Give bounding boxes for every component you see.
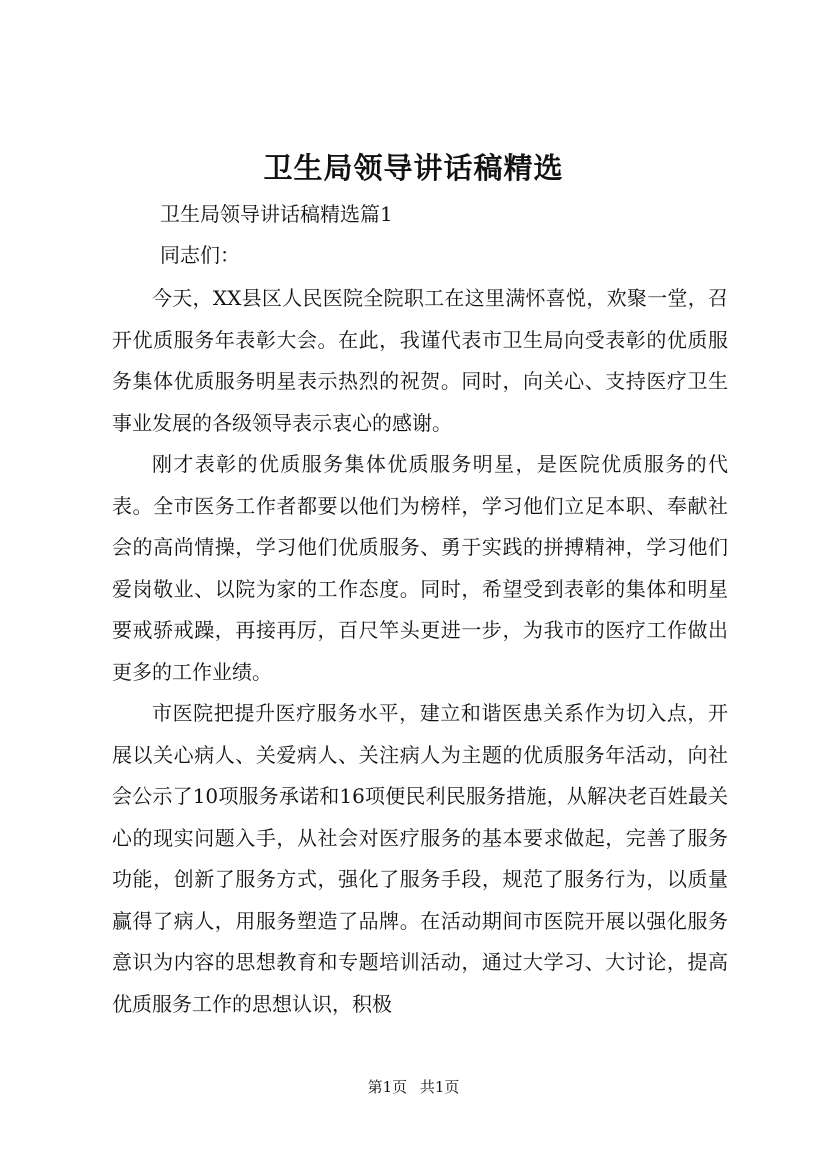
paragraph-1: 今天，XX县区人民医院全院职工在这里满怀喜悦，欢聚一堂，召开优质服务年表彰大会。在此，我谨代表市卫生局向受表彰的优质服务集体优质服务明星表示热烈的祝贺。同时，向关心、支持医疗卫生事业发展的各级领导表示衷心的感谢。 — [112, 286, 728, 435]
page-total: 共1页 — [419, 1078, 460, 1096]
document-subtitle: 卫生局领导讲话稿精选篇1 — [160, 202, 393, 226]
salutation: 同志们： — [160, 243, 240, 267]
paragraph-2: 刚才表彰的优质服务集体优质服务明星，是医院优质服务的代表。全市医务工作者都要以他们为榜样，学习他们立足本职、奉献社会的高尚情操，学习他们优质服务、勇于实践的拼搏精神，学习他们爱岗敬业、以院为家的工作态度。同时，希望受到表彰的集体和明星要戒骄戒躁，再接再厉，百尺竿头更进一步，为我市的医疗工作做出更多的工作业绩。 — [112, 452, 728, 684]
document-body — [112, 278, 728, 1025]
document-title: 卫生局领导讲话稿精选 — [263, 151, 564, 185]
paragraph-3: 市医院把提升医疗服务水平，建立和谐医患关系作为切入点，开展以关心病人、关爱病人、关注病人为主题的优质服务年活动，向社会公示了10项服务承诺和16项便民利民服务措施，从解决老百姓最关心的现实问题入手，从社会对医疗服务的基本要求做起，完善了服务功能，创新了服务方式，强化了服务手段，规范了服务行为，以质量赢得了病人，用服务塑造了品牌。在活动期间市医院开展以强化服务意识为内容的思想教育和专题培训活动，通过大学习、大讨论，提高优质服务工作的思想认识，积极 — [112, 701, 728, 1016]
page-footer — [0, 1076, 827, 1098]
page-number: 第1页 — [367, 1078, 408, 1096]
